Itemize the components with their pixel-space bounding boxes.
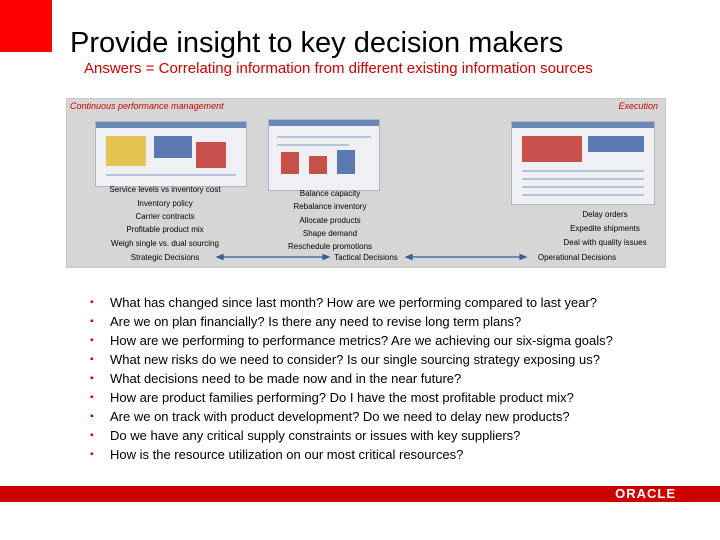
strategic-decisions-label: Strategic Decisions: [130, 253, 200, 262]
strategic-item-4: Profitable product mix: [126, 225, 204, 234]
strategic-item-3: Carrier contracts: [135, 212, 195, 221]
operational-item-2: Expedite shipments: [570, 224, 640, 233]
red-corner-block: [0, 0, 52, 52]
question-list: [110, 294, 670, 465]
strategic-item-5: Weigh single vs. dual sourcing: [111, 239, 219, 248]
question-item: ▪ How is the resource utilization on our most critical resources?: [110, 446, 670, 464]
tactical-item-1: Balance capacity: [299, 189, 361, 198]
slide-title: Provide insight to key decision makers: [70, 27, 564, 59]
question-item: ▪ What has changed since last month? How are we performing compared to last year?: [110, 294, 670, 312]
tactical-item-4: Shape demand: [302, 229, 358, 238]
strategic-item-2: Inventory policy: [137, 199, 193, 208]
question-item: ▪ How are we performing to performance metrics? Are we achieving our six-sigma goals?: [110, 332, 670, 350]
question-item: ▪ Do we have any critical supply constraints or issues with key suppliers?: [110, 427, 670, 445]
panel-right-label: Execution: [618, 101, 658, 111]
question-item: ▪ What decisions need to be made now and in the near future?: [110, 370, 670, 388]
tactical-decisions-label: Tactical Decisions: [334, 253, 398, 262]
footer-bar: [0, 486, 720, 502]
tactical-item-5: Reschedule promotions: [287, 242, 373, 251]
operational-item-3: Deal with quality issues: [563, 238, 647, 247]
slide-subtitle: Answers = Correlating information from different existing information sources: [84, 60, 593, 77]
decision-panel: [66, 98, 666, 268]
question-item: ▪ Are we on plan financially? Is there any need to revise long term plans?: [110, 313, 670, 331]
panel-left-label: Continuous performance management: [70, 101, 224, 111]
question-item: ▪ What new risks do we need to consider? Is our single sourcing strategy exposing us?: [110, 351, 670, 369]
tactical-item-3: Allocate products: [299, 216, 361, 225]
question-item: ▪ Are we on track with product development? Do we need to delay new products?: [110, 408, 670, 426]
operational-item-1: Delay orders: [582, 210, 628, 219]
question-item: ▪ How are product families performing? Do I have the most profitable product mix?: [110, 389, 670, 407]
strategic-item-1: Service levels vs inventory cost: [109, 185, 221, 194]
tactical-item-2: Rebalance inventory: [293, 202, 367, 211]
operational-decisions-label: Operational Decisions: [537, 253, 617, 262]
oracle-logo: ORACLE: [615, 486, 676, 501]
decision-flow-arrows: [67, 99, 667, 269]
